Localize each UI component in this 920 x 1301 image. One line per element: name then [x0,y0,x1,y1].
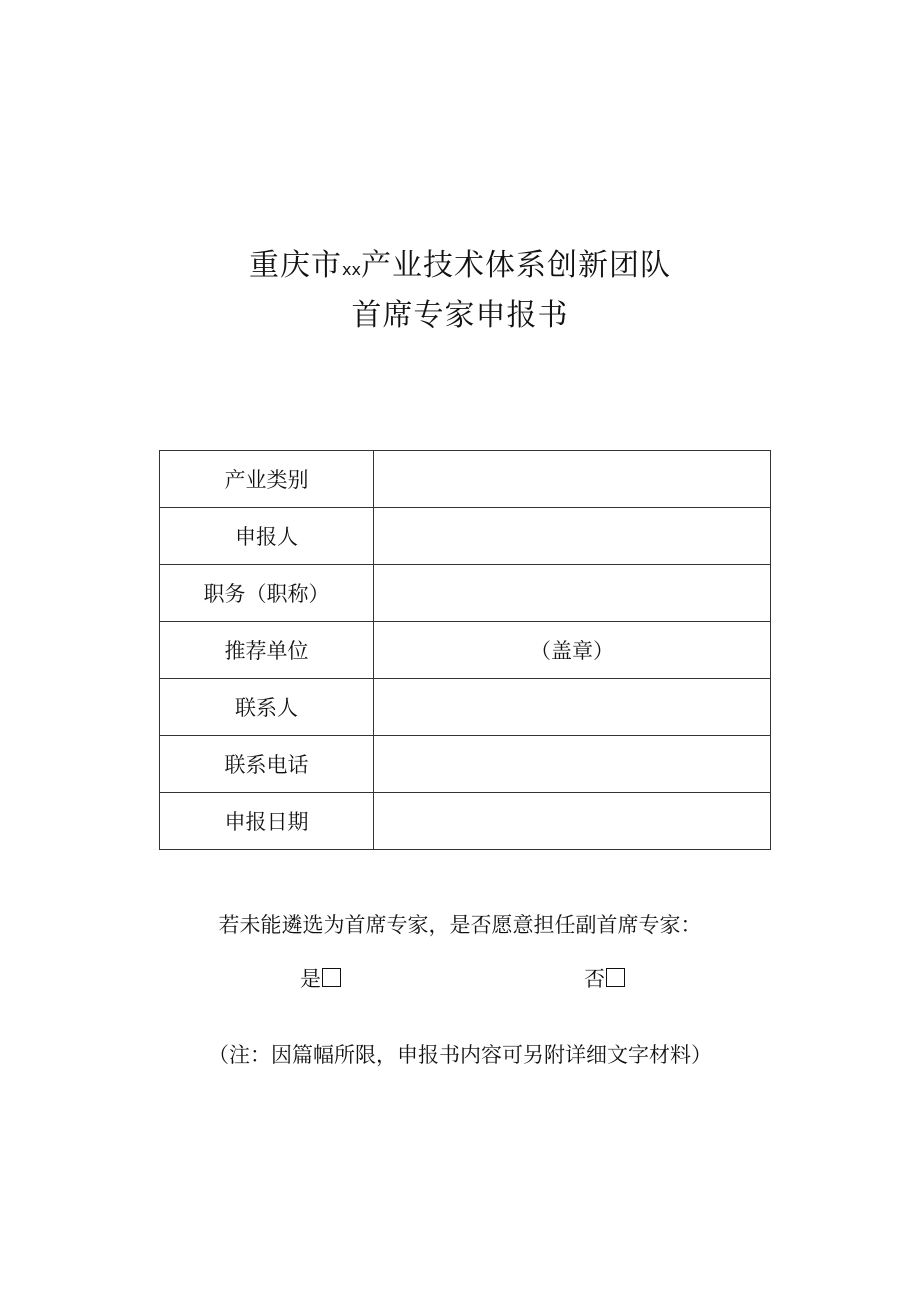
table-row [160,565,771,622]
no-checkbox[interactable] [606,968,625,987]
table-row [160,793,771,850]
application-form-table [159,450,771,850]
row-label-position-title: 职务（职称） [160,565,374,622]
title-suffix: 产业技术体系创新团队 [360,248,671,283]
row-label-contact-phone: 联系电话 [160,736,374,793]
yes-checkbox[interactable] [322,968,341,987]
option-yes[interactable] [300,964,341,994]
field-application-date[interactable] [374,793,771,850]
field-contact-person[interactable] [374,679,771,736]
table-row [160,622,771,679]
footnote: （注：因篇幅所限，申报书内容可另附详细文字材料） [208,1043,712,1067]
option-yes-label: 是 [300,967,321,991]
option-no-label: 否 [584,967,605,991]
title-placeholder-xx: xx [342,260,361,279]
table-row [160,451,771,508]
field-recommending-unit-seal[interactable]: （盖章） [374,622,771,679]
table-row [160,508,771,565]
row-label-application-date: 申报日期 [160,793,374,850]
option-no[interactable] [584,964,625,994]
row-label-applicant: 申报人 [160,508,374,565]
row-label-industry-category: 产业类别 [160,451,374,508]
title-prefix: 重庆市 [249,248,343,283]
row-label-recommending-unit: 推荐单位 [160,622,374,679]
field-contact-phone[interactable] [374,736,771,793]
table-row [160,736,771,793]
field-position-title[interactable] [374,565,771,622]
table-row [160,679,771,736]
deputy-expert-question: 若未能遴选为首席专家，是否愿意担任副首席专家： [218,913,702,937]
field-applicant[interactable] [374,508,771,565]
row-label-contact-person: 联系人 [160,679,374,736]
document-title-line-2: 首席专家申报书 [351,298,569,333]
document-title-line-1 [0,246,920,290]
field-industry-category[interactable] [374,451,771,508]
